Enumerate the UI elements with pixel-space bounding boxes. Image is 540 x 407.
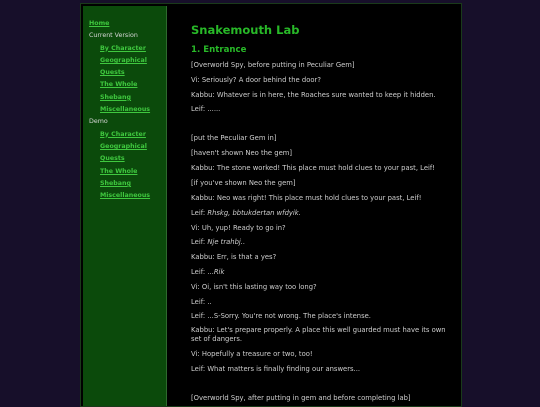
stage-direction: [if you've shown Neo the gem] bbox=[191, 179, 296, 187]
sidebar-link-current-whole-shebang[interactable]: The Whole Shebang bbox=[100, 81, 138, 101]
dialogue-line: Kabbu: Neo was right! This place must hold clues to your past, Leif! bbox=[191, 194, 422, 202]
bug-speech: Nje trahbj.. bbox=[207, 238, 246, 246]
stage-direction: [Overworld Spy, after putting in gem and before completing lab] bbox=[191, 394, 411, 402]
dialogue-line bbox=[191, 238, 457, 247]
dialogue-line: Leif: .. bbox=[191, 298, 212, 306]
dialogue-line: Kabbu: Let's prepare properly. A place this well guarded must have its own set of dangers. bbox=[191, 326, 446, 344]
page-title: Snakemouth Lab bbox=[191, 23, 300, 37]
sidebar-link-demo-miscellaneous[interactable]: Miscellaneous bbox=[100, 192, 151, 200]
speaker: Leif: ... bbox=[191, 268, 214, 276]
sidebar-link-demo-by-character[interactable]: By Character bbox=[100, 130, 146, 138]
stage-direction: [haven't shown Neo the gem] bbox=[191, 149, 293, 157]
dialogue-line: Vi: Hopefully a treasure or two, too! bbox=[191, 350, 313, 358]
sidebar-link-demo-geographical[interactable]: Geographical bbox=[100, 142, 147, 150]
dialogue-line: Kabbu: The stone worked! This place must hold clues to your past, Leif! bbox=[191, 164, 436, 172]
bug-speech: Rik bbox=[213, 268, 225, 276]
dialogue-line: Vi: Uh, yup! Ready to go in? bbox=[191, 224, 286, 232]
stage-direction: [Overworld Spy, before putting in Peculiar Gem] bbox=[191, 61, 355, 69]
dialogue-line: Kabbu: Whatever is in here, the Roaches sure wanted to keep it hidden. bbox=[191, 91, 436, 99]
dialogue-line bbox=[191, 268, 457, 277]
sidebar-link-current-geographical[interactable]: Geographical bbox=[100, 56, 147, 64]
section-heading: 1. Entrance bbox=[191, 45, 247, 55]
bug-speech: Rhskg, bbtukdertan wfdyik. bbox=[207, 209, 301, 217]
dialogue-line: Vi: Seriously? A door behind the door? bbox=[191, 76, 321, 84]
sidebar-link-demo-quests[interactable]: Quests bbox=[100, 155, 125, 163]
speaker: Leif: bbox=[191, 238, 208, 246]
sidebar-section-current-version: Current Version bbox=[89, 32, 138, 40]
sidebar-link-home[interactable]: Home bbox=[89, 20, 110, 27]
speaker: Leif: bbox=[191, 209, 208, 217]
sidebar-link-current-miscellaneous[interactable]: Miscellaneous bbox=[100, 106, 151, 114]
sidebar-link-current-by-character[interactable]: By Character bbox=[100, 44, 146, 52]
stage-direction: [put the Peculiar Gem in] bbox=[191, 134, 277, 142]
transcript-content bbox=[191, 4, 461, 406]
dialogue-line: Kabbu: Err, is that a yes? bbox=[191, 253, 277, 261]
sidebar-link-current-quests[interactable]: Quests bbox=[100, 69, 125, 77]
sidebar-section-demo: Demo bbox=[89, 118, 108, 126]
dialogue-line bbox=[191, 209, 457, 218]
dialogue-line: Vi: Oi, isn't this lasting way too long? bbox=[191, 283, 317, 291]
dialogue-line: Leif: ...S-Sorry. You're not wrong. The place's intense. bbox=[191, 312, 371, 320]
page-frame bbox=[80, 3, 462, 407]
dialogue-line: Leif: ...... bbox=[191, 105, 221, 113]
sidebar-link-demo-whole-shebang[interactable]: The Whole Shebang bbox=[100, 167, 138, 187]
dialogue-line: Leif: What matters is finally finding our answers... bbox=[191, 365, 361, 373]
sidebar bbox=[83, 6, 167, 406]
